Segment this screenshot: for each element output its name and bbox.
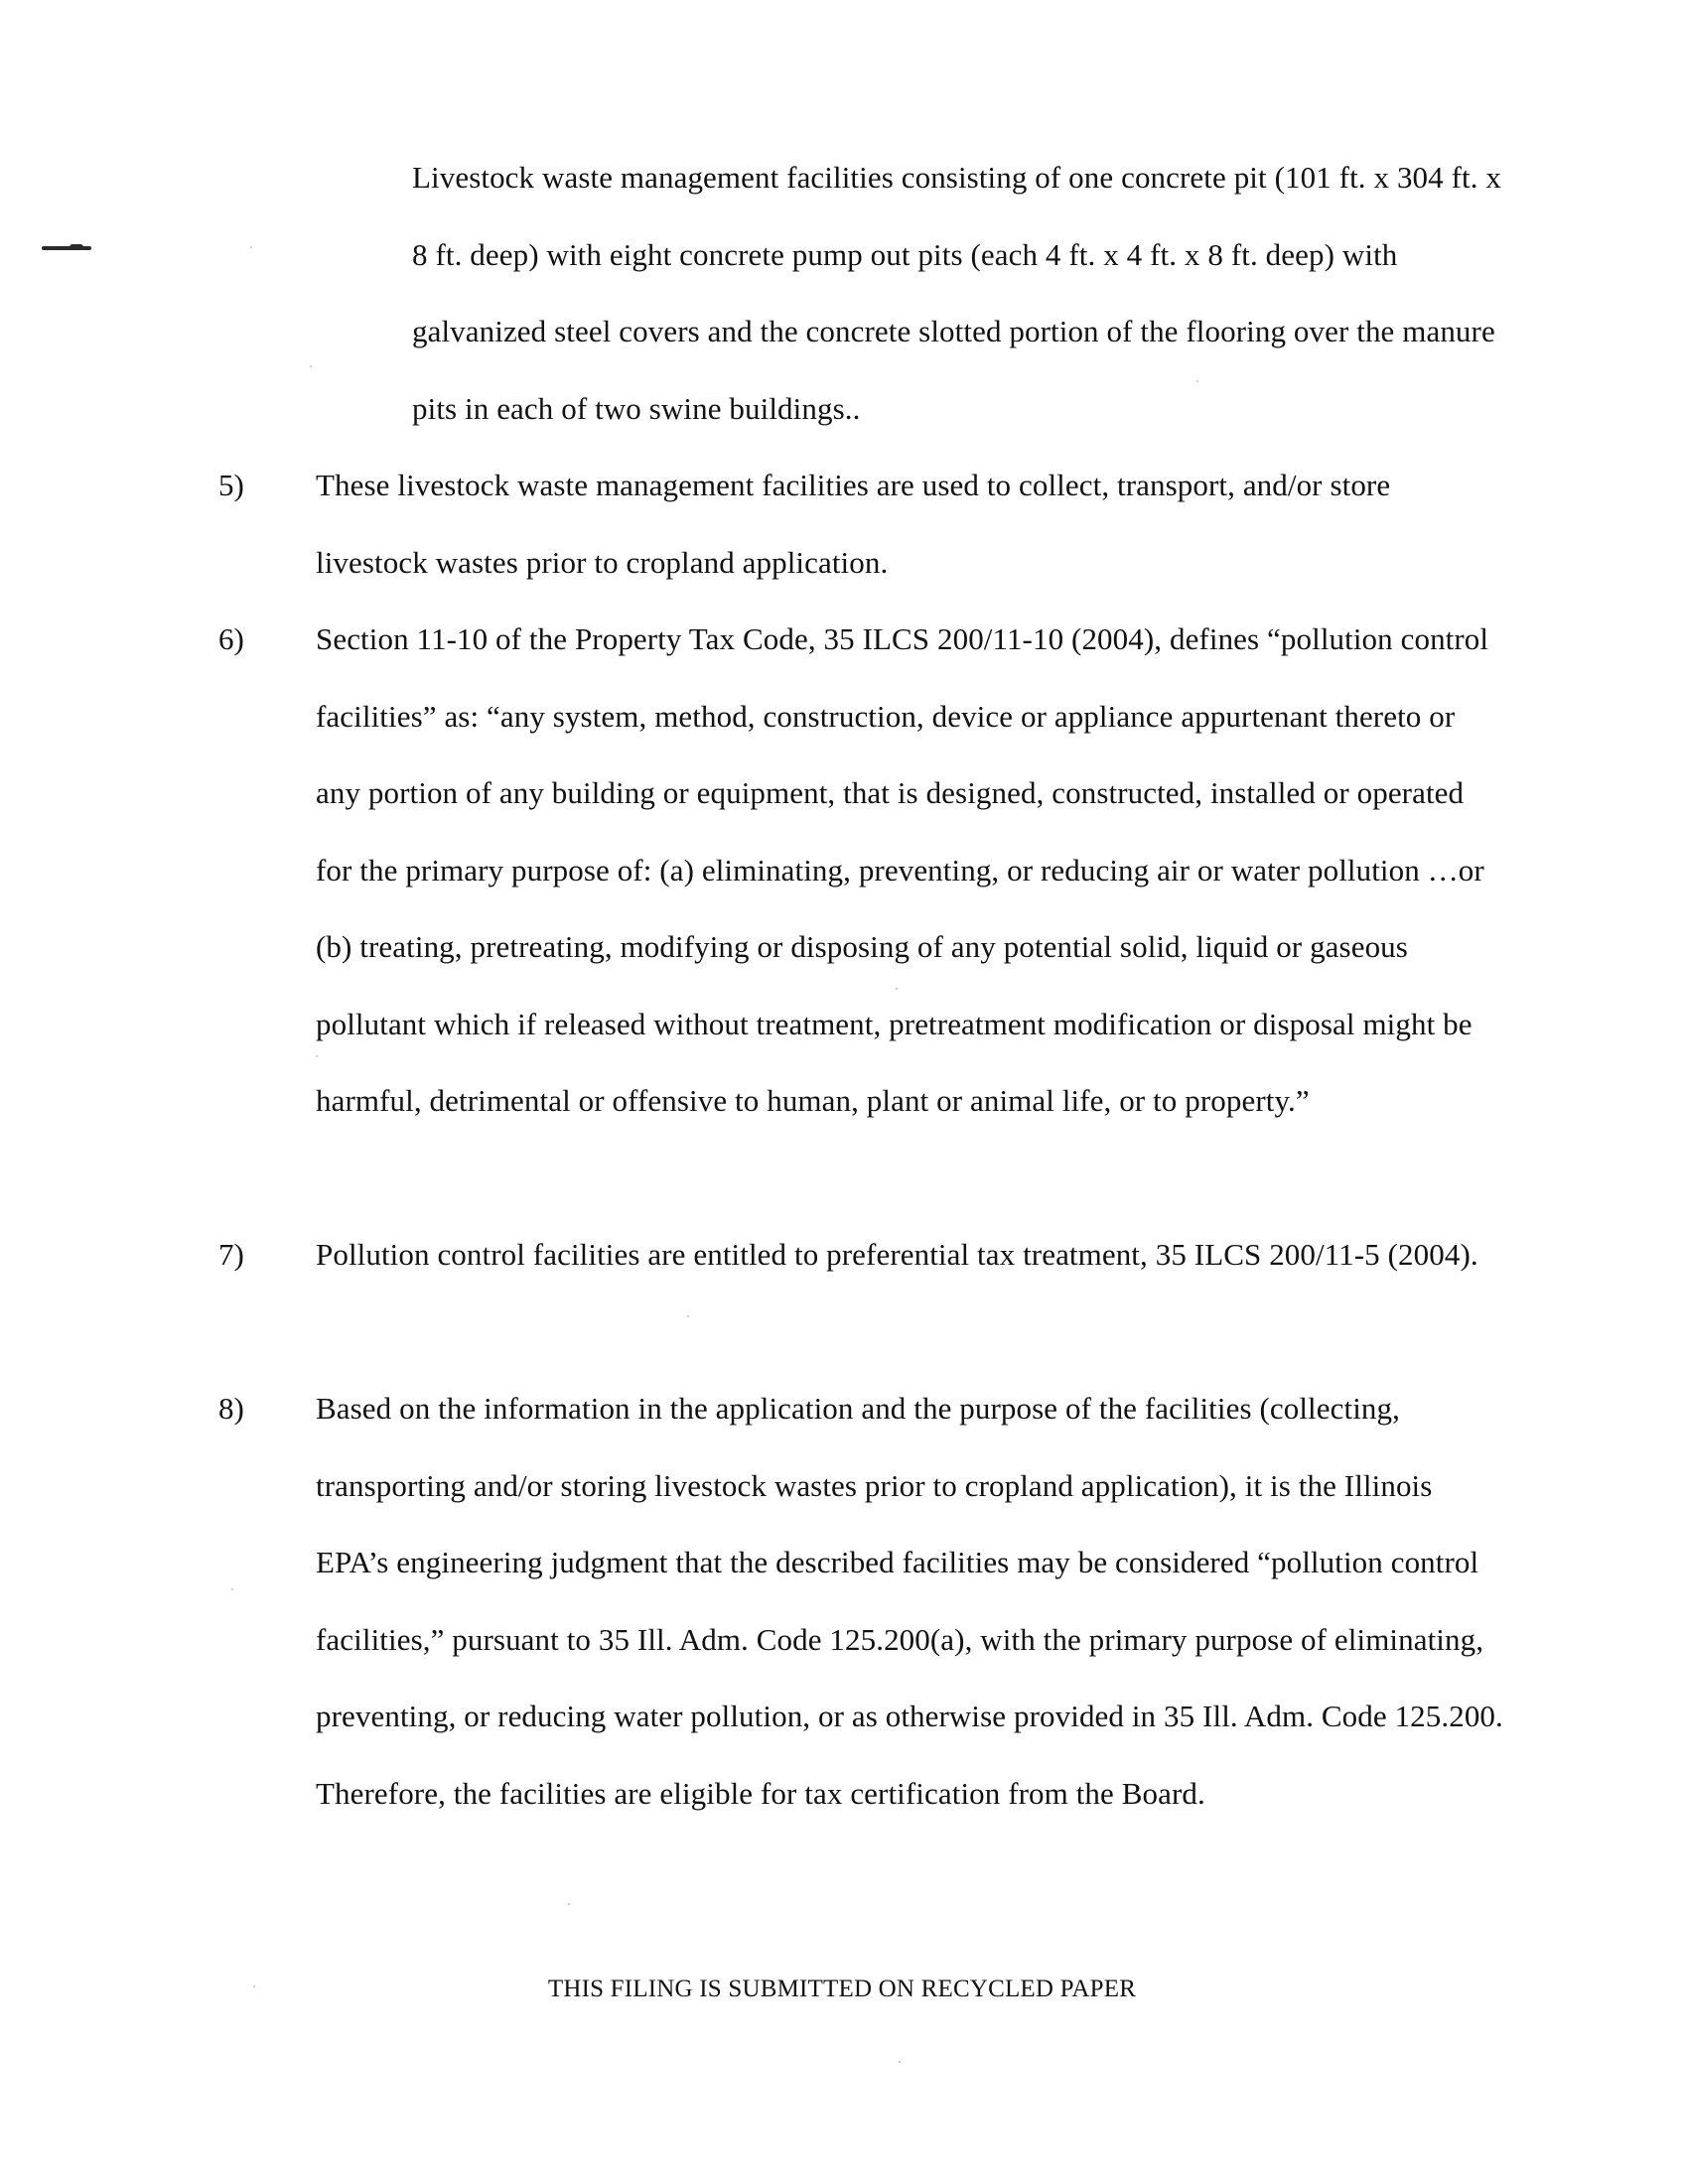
item-number: 6) [218,621,244,656]
scan-speck [250,246,252,248]
scan-speck [310,365,312,367]
item-text: Based on the information in the application and the purpose of the facilities (collecting, transporting and/or storing livestock wastes prior to cropland application), it is the Illinois EPA’s engineering judgment that the described facilities may be considered “pollution control facilities,” pursuant to 35 Ill. Adm. Code 125.200(a), with the primary purpose of eliminating, preventing, or reducing water pollution, or as otherwise provided in 35 Ill. Adm. Code 125.200. Therefore, the facilities are eligible for tax certification from the Board. [316,1391,1503,1811]
item-text: These livestock waste management facilities are used to collect, transport, and/or store livestock wastes prior to cropland application. [316,468,1391,580]
item-text: Section 11-10 of the Property Tax Code, 35 ILCS 200/11-10 (2004), defines “pollution control facilities” as: “any system, method, construction, device or appliance appurtenant thereto or any portion of any building or equipment, that is designed, constructed, installed or operated for the primary purpose of: (a) eliminating, preventing, or reducing air or water pollution …or (b) treating, pretreating, modifying or disposing of any potential solid, liquid or gaseous pollutant which if released without treatment, pretreatment modification or disposal might be harmful, detrimental or offensive to human, plant or animal life, or to property.” [316,621,1489,1118]
scan-artifact-mark [42,246,91,250]
item-number: 5) [218,468,244,502]
intro-paragraph: Livestock waste management facilities consisting of one concrete pit (101 ft. x 304 ft. x 8 ft. deep) with eight concrete pump out pits (each 4 ft. x 4 ft. x 8 ft. deep) with galvanized steel covers and the concrete slotted portion of the flooring over the manure pits in each of two swine buildings.. [412,160,1502,426]
item-number: 8) [218,1391,244,1426]
item-number: 7) [218,1237,244,1272]
scan-speck [231,1588,233,1590]
item-text: Pollution control facilities are entitled to preferential tax treatment, 35 ILCS 200/11-5 (2004). [316,1237,1478,1272]
recycled-paper-footer: THIS FILING IS SUBMITTED ON RECYCLED PAPER [547,1976,1137,2002]
scan-speck [568,1903,570,1905]
scan-speck [899,2061,901,2063]
scan-speck [687,1315,689,1317]
